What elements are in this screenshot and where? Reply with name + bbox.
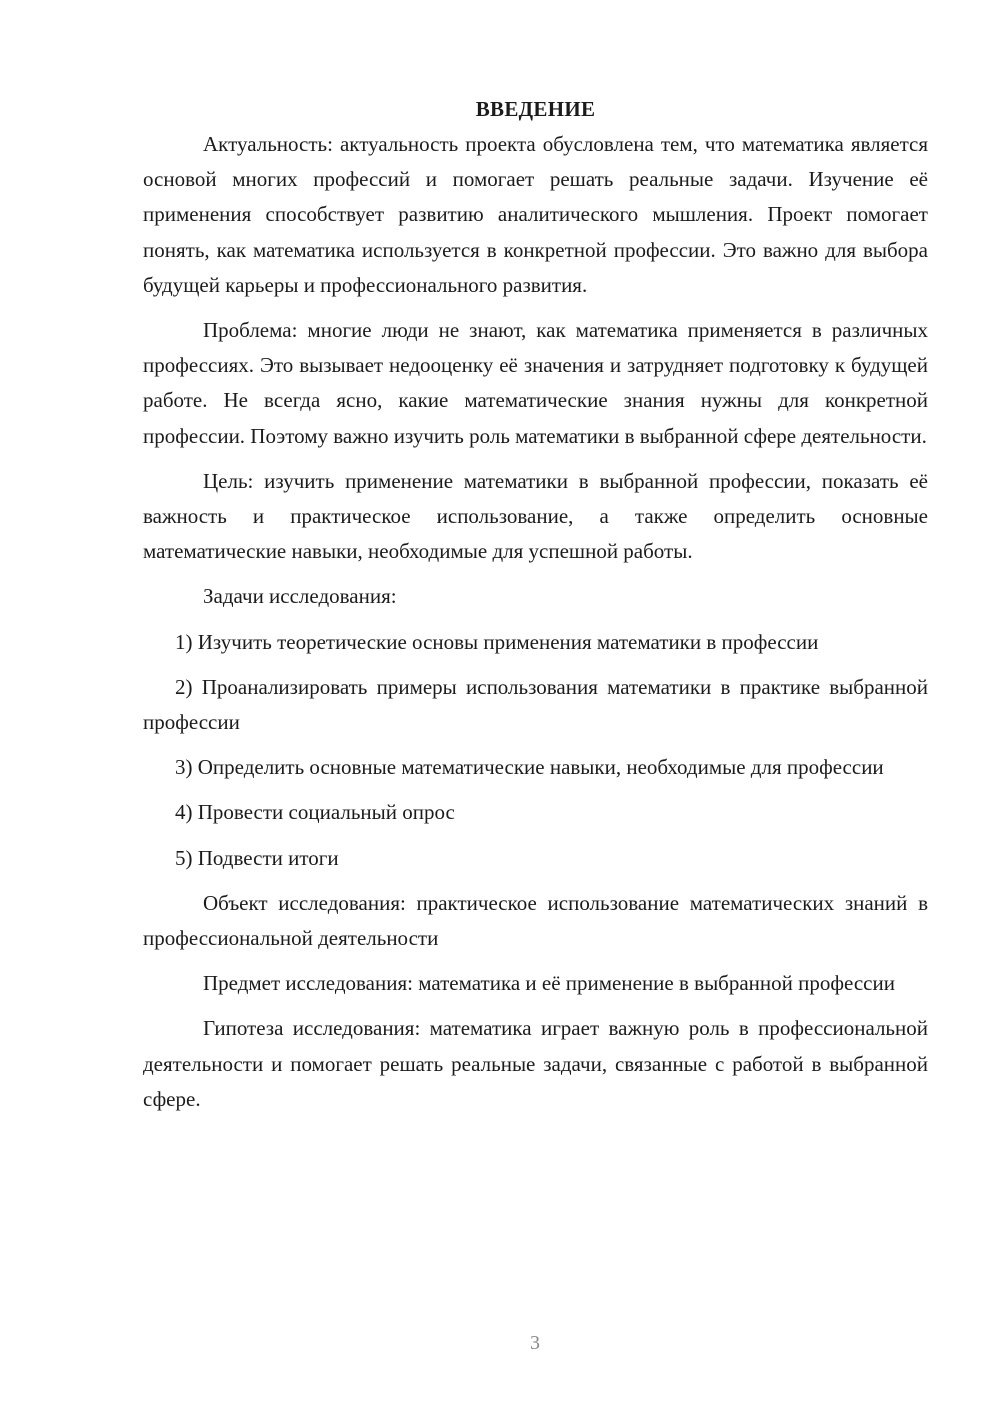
- problem-paragraph: Проблема: многие люди не знают, как математика применяется в различных профессиях. Это вызывает недооценку её значения и затрудняет подготовку к будущей работе. Не всегда ясно, какие математические знания нужны для конкретной профессии. Поэтому важно изучить роль математики в выбранной сфере деятельности.: [143, 318, 928, 448]
- task-item-4: 4) Провести социальный опрос: [175, 800, 455, 825]
- tasks-heading: Задачи исследования:: [203, 584, 397, 609]
- task-item-1: 1) Изучить теоретические основы применения математики в профессии: [175, 629, 819, 654]
- page-title: ВВЕДЕНИЕ: [475, 97, 596, 121]
- document-page: [143, 92, 928, 1127]
- relevance-paragraph: Актуальность: актуальность проекта обусловлена тем, что математика является основой многих профессий и помогает решать реальные задачи. Изучение её применения способствует развитию аналитического мышления. Проект помогает понять, как математика используется в конкретной профессии. Это важно для выбора будущей карьеры и профессионального развития.: [143, 132, 928, 297]
- subject-paragraph: Предмет исследования: математика и её применение в выбранной профессии: [203, 971, 895, 996]
- task-item-5: 5) Подвести итоги: [175, 845, 339, 870]
- hypothesis-paragraph: Гипотеза исследования: математика играет важную роль в профессиональной деятельности и помогает решать реальные задачи, связанные с работой в выбранной сфере.: [143, 1016, 928, 1111]
- task-item-3: 3) Определить основные математические навыки, необходимые для профессии: [175, 755, 884, 780]
- object-paragraph: Объект исследования: практическое использование математических знаний в профессиональной деятельности: [143, 890, 928, 951]
- page-number: 3: [530, 1332, 540, 1354]
- goal-paragraph: Цель: изучить применение математики в выбранной профессии, показать её важность и практическое использование, а также определить основные математические навыки, необходимые для успешной работы.: [143, 468, 928, 564]
- task-item-2: 2) Проанализировать примеры использования математики в практике выбранной профессии: [143, 674, 928, 735]
